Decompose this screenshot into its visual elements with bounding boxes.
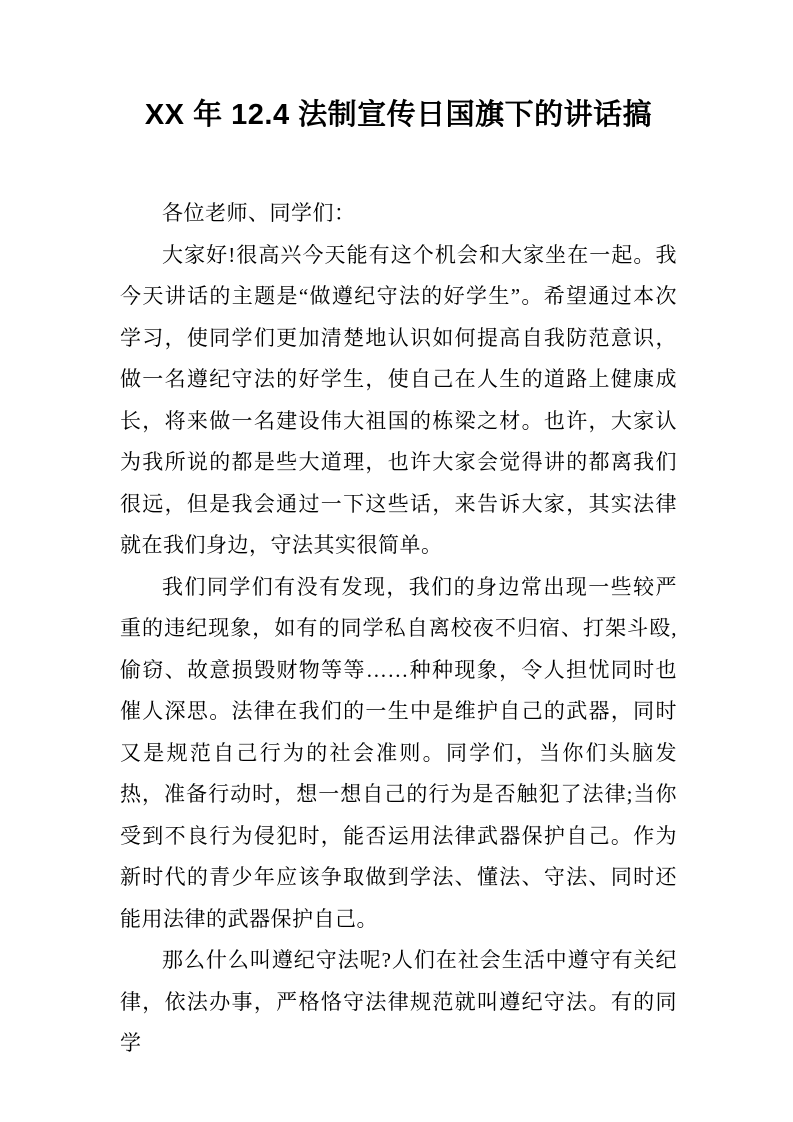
paragraph-salutation: 各位老师、同学们： xyxy=(162,201,356,225)
paragraph-discipline-phenomena: 我们同学们有没有发现，我们的身边常出现一些较严重的违纪现象，如有的同学私自离校夜不归宿、打架斗殴,偷窃、故意损毁财物等等……种种现象，令人担忧同时也催人深思。法律在我们的一生中是维护自己的武器，同时又是规范自己行为的社会准则。同学们，当你们头脑发热，准备行动时，想一想自己的行为是否触犯了法律;当你受到不良行为侵犯时，能否运用法律武器保护自己。作为新时代的青少年应该争取做到学法、懂法、守法、同时还能用法律的武器保护自己。 xyxy=(120,574,677,931)
document-body xyxy=(120,193,677,1065)
paragraph-definition: 那么什么叫遵纪守法呢?人们在社会生活中遵守有关纪律，依法办事，严格恪守法律规范就叫遵纪守法。有的同学 xyxy=(120,948,677,1055)
paragraph-intro: 大家好!很高兴今天能有这个机会和大家坐在一起。我今天讲话的主题是“做遵纪守法的好学生”。希望通过本次学习，使同学们更加清楚地认识如何提高自我防范意识，做一名遵纪守法的好学生，使自己在人生的道路上健康成长，将来做一名建设伟大祖国的栋梁之材。也许，大家认为我所说的都是些大道理，也许大家会觉得讲的都离我们很远，但是我会通过一下这些话，来告诉大家，其实法律就在我们身边，守法其实很简单。 xyxy=(120,242,677,557)
document-title: XX 年 12.4 法制宣传日国旗下的讲话搞 xyxy=(144,99,653,131)
